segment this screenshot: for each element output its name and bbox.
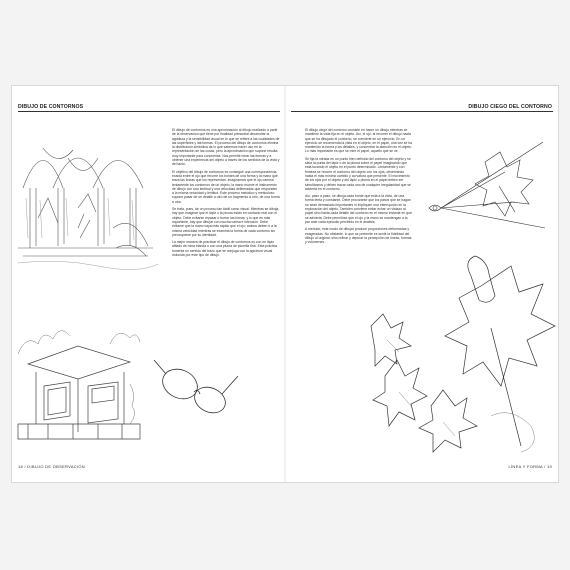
eye-leaf-diagram — [425, 132, 555, 242]
cathedral-sketch — [18, 128, 158, 276]
right-page — [285, 86, 558, 482]
left-paragraph: El dibujo de contornos es una aproximación al dibujo realizado a partir de la observación que tiene por finalidad primordial desarrollar la agudeza y la sensibilidad visual en lo que se refiere a las cualidades de las superficies y las formas. El proceso del dibujo de contornos elimina la distribución simbólica de lo que sabemos hacer uso en la representación de las cosas, pero la aproximación que supone resulta muy importante para conocerlas. Nos permite mirar las formas y a obtener una experiencia del objeto a través de los sentidos de la vista y del tacto. — [172, 128, 280, 167]
left-text-column — [172, 128, 280, 260]
left-folio: 18 / DIBUJO DE OBSERVACIÓN — [18, 464, 86, 469]
left-title-rule — [18, 111, 280, 112]
leaves-hand-sketch — [371, 256, 555, 456]
left-paragraph: La mejor manera de practicar el dibujo de contornos es con un lápiz afilado de mina blanda o con una pluma de plumilla fina. Esta práctica fomenta un sentido del trazo que se conjuga con la agudeza visual inducida por este tipo de dibujo. — [172, 240, 278, 258]
right-folio: LÍNEA Y FORMA / 19 — [508, 464, 552, 469]
left-page — [12, 86, 285, 482]
right-paragraph: Se fija la mirada en un punto bien definido del contorno del objeto y se sitúa la punta del lápiz o de la pluma sobre el papel imaginando que está tocando el objeto en el punto determinado. Lentamente y con firmeza se recorre el contorno del objeto con los ojos, observando hasta el más mínimo cambio y curvatura que presente. El movimiento de los ojos por el objeto y del lápiz o pluma en el papel deben ser simultáneos y deben trazar cada uno de cualquier irregularidad que se advierta en el contorno. — [305, 156, 411, 191]
book-spread — [12, 86, 558, 482]
eyeglasses-sketch — [152, 354, 242, 424]
right-title-rule — [291, 111, 553, 112]
left-paragraph: Se trata, pues, de un proceso tan táctil como visual. Mientras se dibuja, hay que imaginar que el lápiz o la pluma están en contacto real con el objeto. Debe evitarse repasar o borrar las líneas; y lo que es más importante, hay que dibujar con mucha calma e intención. Debe evitarse que la mano vaya más rápido que el ojo; ambos deben ir a la misma velocidad mientras se examina la forma de cada contorno sin preocuparse por su identidad. — [172, 207, 280, 237]
right-paragraph: El dibujo ciego del contorno consiste en hacer un dibujo mientras se mantiene la vista fija en el objeto. Así, el ojo, al recorrer el dibujo hasta que se ha dibujado el contorno, se convierte en un ejercicio. En un ejercicio se recomienda la vista en el objeto, en el papel, una vez se ha mantenido la forma y los detalles, y concentrar la atención en el objeto. Lo más importante es que se mire el papel, aquello que se ve. — [305, 128, 413, 154]
right-section-title: DIBUJO CIEGO DEL CONTORNO — [468, 104, 552, 110]
house-sketch — [18, 324, 140, 446]
left-paragraph: El objetivo del dibujo de contornos es conseguir una correspondencia exacta entre el ojo que recorre los bordes de una forma y la mano que traza las líneas que los representan. Imaginemos que el ojo camina lentamente los contornos de un objeto; la mano mueve el instrumento de dibujo con una lentitud y una velocidad deliberadas que responden a la misma velocidad y lentitud. Este proceso metódico y meticuloso supone pasar de un detalle a otro de un fragmento a otro, de una forma a otra. — [172, 169, 280, 204]
right-paragraph: A menudo, este modo de dibujar produce proporciones deformadas y exageradas. No obstante, lo que se pretende es sentir la fidelidad del dibujo al original, sino refinar y depurar la percepción de líneas, formas y volúmenes. — [305, 227, 412, 245]
right-paragraph: Así, paso a paso, se dibuja cada borde que está a la vista, de una forma lenta y constante. Debe procurarse que los pasos que se hagan no sean demasiado importantes ni impliquen una interrupción en la exploración del objeto. También conviene evitar echar un vistazo al papel sino hasta cada detalle del contorno en el mismo instante en que se advierta. Debe permitirse que el ojo y la mano se mantengan a la par ante cada episodio percibido en el análisis. — [305, 194, 412, 224]
left-section-title: DIBUJO DE CONTORNOS — [18, 104, 84, 110]
right-text-column — [305, 128, 413, 247]
